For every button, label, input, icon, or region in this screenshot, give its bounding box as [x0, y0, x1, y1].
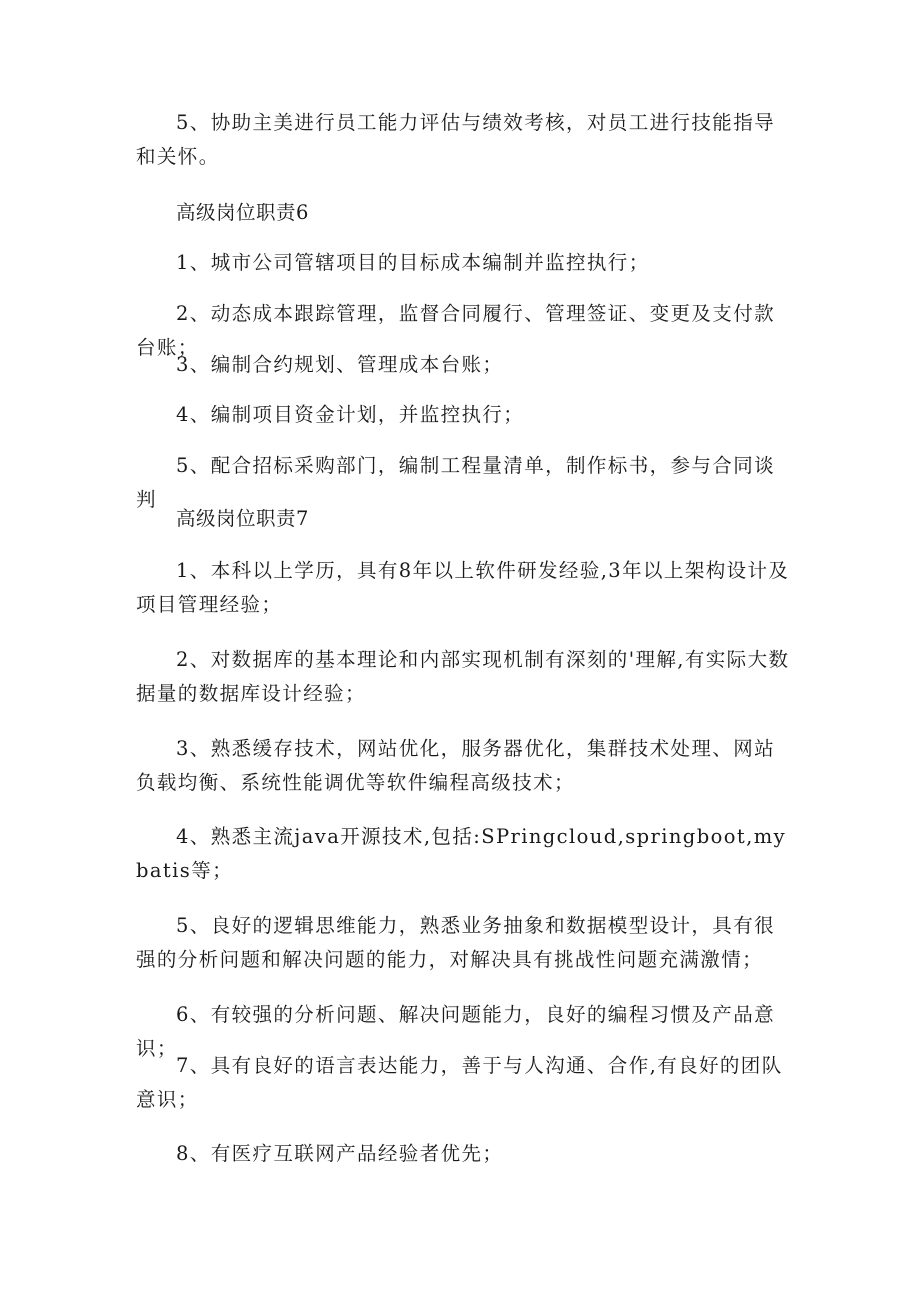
section-heading-6: 高级岗位职责6: [176, 201, 309, 224]
paragraph-item: 4、熟悉主流java开源技术,包括:SPringcloud,springboot,mybatis等；: [136, 825, 786, 882]
paragraph-item: 7、具有良好的语言表达能力，善于与人沟通、合作,有良好的团队意识；: [136, 1054, 783, 1111]
paragraph-item: 2、动态成本跟踪管理，监督合同履行、管理签证、变更及支付款台账；: [136, 302, 776, 359]
paragraph-item: 3、编制合约规划、管理成本台账；: [176, 353, 504, 376]
paragraph-item: 4、编制项目资金计划，并监控执行；: [176, 403, 525, 426]
paragraph-item: 6、有较强的分析问题、解决问题能力，良好的编程习惯及产品意识；: [136, 1003, 776, 1060]
paragraph-duty-5: 5、协助主美进行员工能力评估与绩效考核，对员工进行技能指导和关怀。: [136, 111, 776, 168]
paragraph-item: 3、熟悉缓存技术，网站优化，服务器优化，集群技术处理、网站负载均衡、系统性能调优等软件编程高级技术；: [136, 737, 776, 794]
paragraph-item: 5、配合招标采购部门，编制工程量清单，制作标书，参与合同谈判: [136, 454, 776, 511]
paragraph-item: 2、对数据库的基本理论和内部实现机制有深刻的'理解,有实际大数据量的数据库设计经验；: [136, 648, 790, 705]
section-heading-7: 高级岗位职责7: [176, 507, 309, 530]
paragraph-item: 1、本科以上学历，具有8年以上软件研发经验,3年以上架构设计及项目管理经验；: [136, 559, 790, 616]
paragraph-item: 5、良好的逻辑思维能力，熟悉业务抽象和数据模型设计，具有很强的分析问题和解决问题的能力，对解决具有挑战性问题充满激情；: [136, 914, 776, 971]
paragraph-item: 1、城市公司管辖项目的目标成本编制并监控执行；: [176, 251, 650, 274]
paragraph-item: 8、有医疗互联网产品经验者优先；: [176, 1142, 504, 1165]
